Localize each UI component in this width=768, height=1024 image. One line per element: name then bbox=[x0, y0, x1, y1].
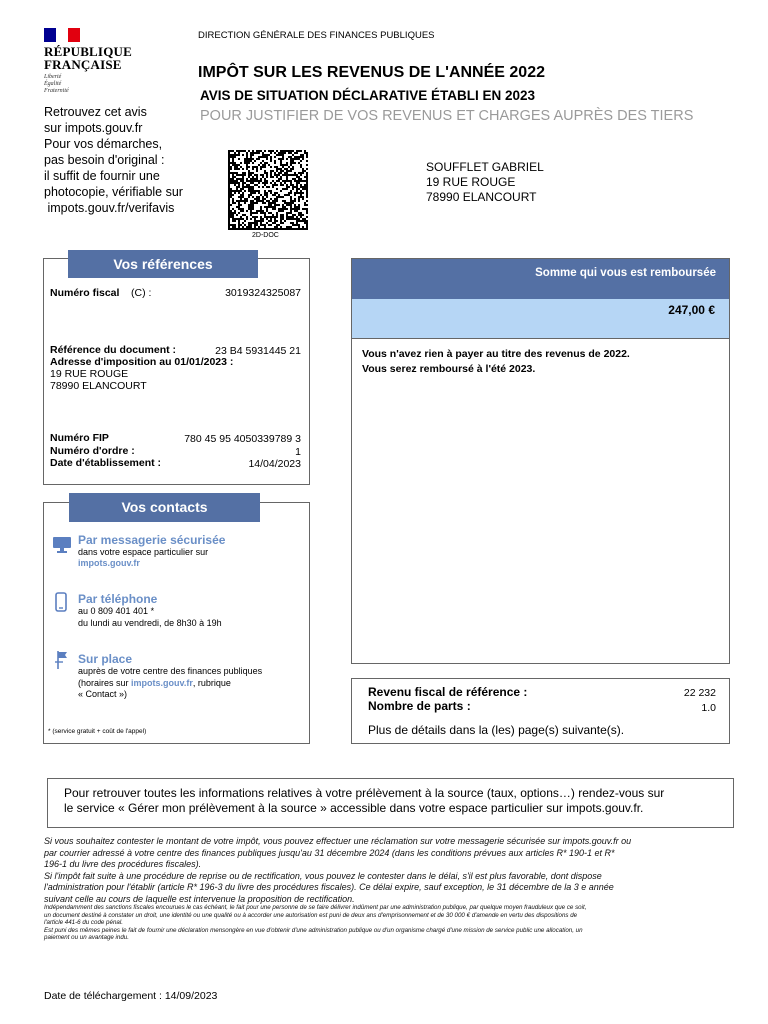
left-note bbox=[44, 104, 214, 216]
numero-ordre-value: 1 bbox=[295, 446, 301, 458]
legal-line: un document destiné à constater un droit, une identité ou une qualité ou à accorder une autorisation est puni de deux ans d'emprisonnement et de 30 000 € d'amende en vertu des dispositions de bbox=[44, 911, 578, 919]
service-note: * (service gratuit + coût de l'appel) bbox=[48, 728, 147, 735]
page-purpose: POUR JUSTIFIER DE VOS REVENUS ET CHARGES AUPRÈS DES TIERS bbox=[200, 108, 694, 124]
computer-monitor-icon bbox=[52, 536, 72, 554]
numero-ordre-label: Numéro d'ordre : bbox=[50, 445, 135, 457]
left-note-line: sur impots.gouv.fr bbox=[44, 121, 143, 135]
recipient-address bbox=[426, 160, 544, 205]
prelevement-info-text bbox=[64, 786, 724, 816]
numero-fiscal-label: Numéro fiscal bbox=[50, 287, 120, 299]
contact-place-line1: auprès de votre centre des finances publiques bbox=[78, 666, 263, 676]
date-etablissement-label: Date d'établissement : bbox=[50, 457, 162, 469]
legal-line: Indépendamment des sanctions fiscales encourues le cas échéant, le fait pour une personne de se faire délivrer indûment par une administration publique, par quelque moyen frauduleux que ce soit, bbox=[44, 904, 587, 911]
logo-motto-fraternite: Fraternité bbox=[44, 88, 69, 94]
summary-line1: Vous n'avez rien à payer au titre des revenus de 2022. bbox=[362, 348, 630, 360]
numero-fip-value: 780 45 95 4050339789 3 bbox=[184, 433, 301, 445]
legal-line: 196-1 du livre des procédures fiscales). bbox=[44, 859, 202, 869]
logo-republique: RÉPUBLIQUE bbox=[44, 44, 132, 59]
qr-code-label: 2D-DOC bbox=[252, 232, 279, 239]
page-title: IMPÔT SUR LES REVENUS DE L'ANNÉE 2022 bbox=[198, 64, 545, 81]
summary-heading-bar bbox=[352, 259, 729, 299]
numero-fip-label: Numéro FIP bbox=[50, 432, 109, 444]
reference-document-value: 23 B4 5931445 21 bbox=[215, 345, 301, 357]
contact-place-line2 bbox=[78, 678, 231, 690]
recipient-street: 19 RUE ROUGE bbox=[426, 175, 516, 189]
legal-line: Si l'impôt fait suite à une procédure de reprise ou de rectification, vous pouvez le contester dans le délai, s'il est plus favorable, dont dispose bbox=[44, 870, 602, 881]
page-subtitle: AVIS DE SITUATION DÉCLARATIVE ÉTABLI EN 2023 bbox=[200, 88, 536, 103]
legal-line: Est puni des mêmes peines le fait de fournir une déclaration mensongère en vue d'obtenir d'une administration publique ou d'un organisme chargé d'une mission de service public une allocation, un bbox=[44, 926, 583, 934]
qr-code-2d-doc bbox=[228, 150, 308, 230]
summary-message bbox=[362, 347, 630, 377]
rfr-details: Plus de détails dans la (les) page(s) suivante(s). bbox=[368, 723, 625, 737]
contact-place-text-post: , rubrique bbox=[192, 678, 231, 688]
contact-place-title: Sur place bbox=[78, 652, 133, 666]
parts-value: 1.0 bbox=[701, 702, 716, 714]
rfr-value: 22 232 bbox=[683, 687, 716, 699]
summary-divider bbox=[352, 338, 729, 339]
contact-place-text: (horaires sur bbox=[78, 678, 132, 688]
date-etablissement-value: 14/04/2023 bbox=[248, 458, 301, 470]
reference-document-label: Référence du document : bbox=[50, 344, 177, 356]
logo-francaise: FRANÇAISE bbox=[44, 57, 122, 72]
prelevement-info-line2: le service « Gérer mon prélèvement à la source » accessible dans votre espace particulier sur impots.gouv.fr. bbox=[64, 801, 644, 815]
summary-amount: 247,00 € bbox=[668, 303, 715, 317]
building-flag-icon bbox=[53, 650, 69, 670]
adresse-imposition-label: Adresse d'imposition au 01/01/2023 : bbox=[50, 356, 234, 368]
summary-amount-bar bbox=[352, 299, 729, 338]
legal-line: l'administration pour l'établir (article R* 196-3 du livre des procédures fiscales). Ce délai expire, sauf exception, le 31 décembre de la 3 e année bbox=[44, 882, 614, 892]
left-note-line: impots.gouv.fr/verifavis bbox=[44, 201, 175, 215]
left-note-line: photocopie, vérifiable sur bbox=[44, 185, 183, 199]
direction-label: DIRECTION GÉNÉRALE DES FINANCES PUBLIQUES bbox=[198, 30, 435, 41]
contact-place-link[interactable]: impots.gouv.fr bbox=[131, 678, 193, 688]
left-note-line: Pour vos démarches, bbox=[44, 137, 163, 151]
contact-place-line3: « Contact ») bbox=[78, 689, 128, 699]
left-note-line: Retrouvez cet avis bbox=[44, 105, 147, 119]
legal-line: suivant celle au cours de laquelle est intervenue la proposition de rectification. bbox=[44, 893, 355, 904]
contact-messagerie-title: Par messagerie sécurisée bbox=[78, 533, 226, 547]
french-flag-logo bbox=[44, 28, 80, 42]
contact-telephone-number: au 0 809 401 401 * bbox=[78, 606, 155, 616]
legal-line: Si vous souhaitez contester le montant de votre impôt, vous pouvez effectuer une réclamation sur votre messagerie sécurisée sur impots.gouv.fr ou bbox=[44, 836, 632, 846]
recipient-name: SOUFFLET GABRIEL bbox=[426, 160, 544, 174]
numero-fiscal-value: 3019324325087 bbox=[225, 287, 301, 299]
legal-sanctions bbox=[44, 904, 734, 942]
summary-heading: Somme qui vous est remboursée bbox=[535, 267, 716, 279]
legal-line: paiement ou un avantage indu. bbox=[44, 934, 129, 941]
legal-contestation bbox=[44, 836, 734, 905]
numero-fiscal-suffix: (C) : bbox=[131, 287, 152, 299]
contact-telephone-title: Par téléphone bbox=[78, 592, 158, 606]
recipient-city: 78990 ELANCOURT bbox=[426, 190, 537, 204]
contact-messagerie-link[interactable]: impots.gouv.fr bbox=[78, 558, 140, 568]
left-note-line: pas besoin d'original : bbox=[44, 153, 165, 167]
summary-line2: Vous serez remboursé à l'été 2023. bbox=[362, 363, 536, 375]
download-date: Date de téléchargement : 14/09/2023 bbox=[44, 990, 218, 1002]
logo-motto-liberte: Liberté bbox=[44, 74, 62, 80]
references-heading: Vos références bbox=[68, 250, 258, 278]
prelevement-info-line1: Pour retrouver toutes les informations relatives à votre prélèvement à la source (taux, options…) rendez-vous sur bbox=[64, 786, 665, 800]
adresse-imposition-street: 19 RUE ROUGE bbox=[50, 368, 129, 380]
contact-telephone-hours: du lundi au vendredi, de 8h30 à 19h bbox=[78, 618, 222, 628]
contacts-heading: Vos contacts bbox=[69, 493, 260, 522]
contact-messagerie-line: dans votre espace particulier sur bbox=[78, 547, 209, 557]
adresse-imposition-city: 78990 ELANCOURT bbox=[50, 380, 147, 392]
left-note-line: il suffit de fournir une bbox=[44, 169, 160, 183]
mobile-phone-icon bbox=[55, 592, 67, 612]
parts-label: Nombre de parts : bbox=[368, 699, 471, 713]
legal-line: l'article 441-6 du code pénal. bbox=[44, 919, 123, 926]
legal-line: par courrier adressé à votre centre des finances publiques jusqu'au 31 décembre 2024 (dans les conditions prévues aux articles R* 190-1 et R* bbox=[44, 847, 615, 858]
rfr-label: Revenu fiscal de référence : bbox=[368, 685, 528, 699]
logo-motto-egalite: Égalité bbox=[44, 81, 62, 87]
